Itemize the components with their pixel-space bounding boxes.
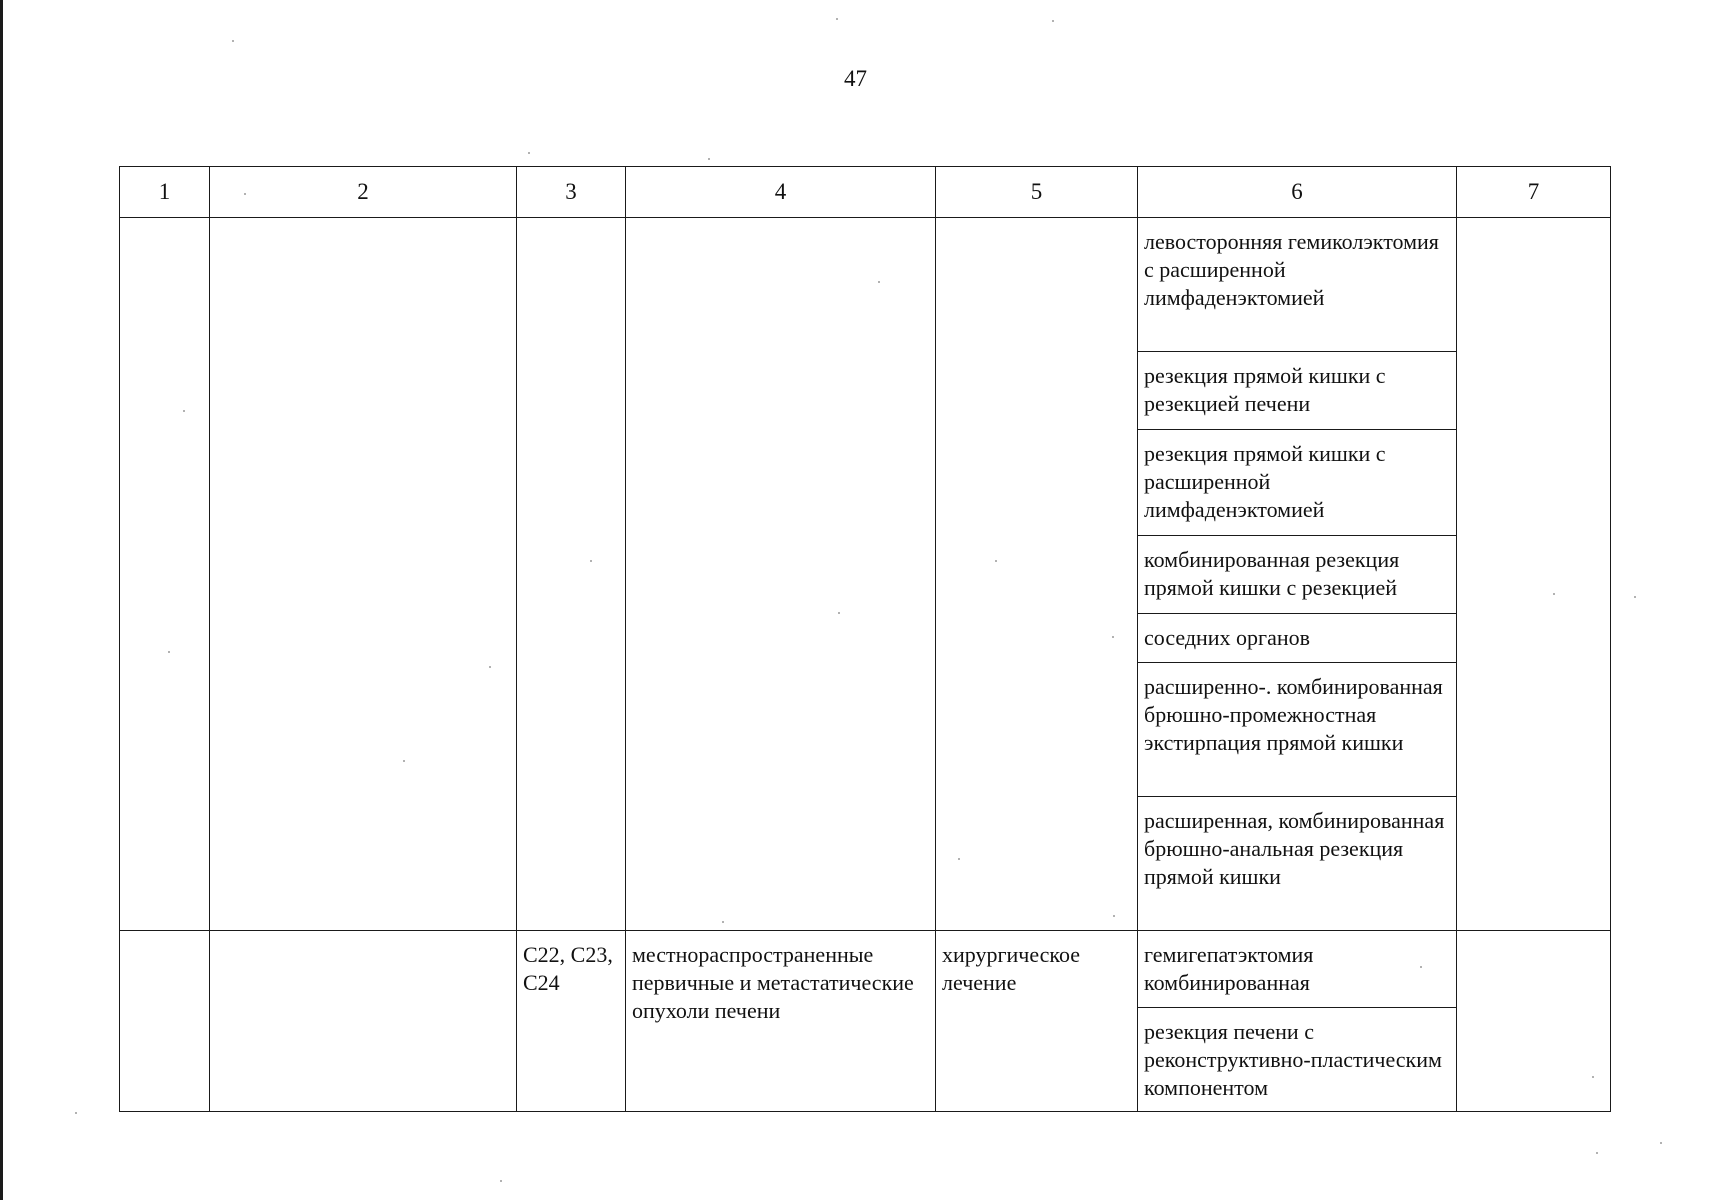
header-cell-2: 2: [210, 167, 517, 218]
cell-col2: [210, 931, 517, 1112]
procedure-cell: левосторонняя гемиколэктомия с расширенной лимфаденэктомией: [1138, 218, 1457, 352]
procedure-cell: соседних органов: [1138, 614, 1457, 663]
cell-col1: [120, 931, 210, 1112]
procedure-cell: комбинированная резекция прямой кишки с резекцией: [1138, 536, 1457, 614]
table-row: [120, 931, 1611, 1008]
procedure-cell: резекция прямой кишки с расширенной лимфаденэктомией: [1138, 430, 1457, 536]
header-cell-1: 1: [120, 167, 210, 218]
header-cell-5: 5: [936, 167, 1138, 218]
cell-col3: [517, 218, 626, 931]
treatment-type-cell: хирургическое лечение: [936, 931, 1138, 1112]
cell-col7: [1457, 218, 1611, 931]
icd-codes-cell: С22, С23, С24: [517, 931, 626, 1112]
cell-col5: [936, 218, 1138, 931]
cell-col7: [1457, 931, 1611, 1112]
header-cell-7: 7: [1457, 167, 1611, 218]
scan-edge: [0, 0, 3, 1200]
header-cell-6: 6: [1138, 167, 1457, 218]
procedure-cell: расширенная, комбинированная брюшно-анальная резекция прямой кишки: [1138, 797, 1457, 931]
page-number: 47: [844, 66, 867, 91]
procedures-table: [119, 166, 1611, 1112]
cell-col1: [120, 218, 210, 931]
procedure-cell: резекция прямой кишки с резекцией печени: [1138, 352, 1457, 430]
header-cell-3: 3: [517, 167, 626, 218]
header-cell-4: 4: [626, 167, 936, 218]
procedure-cell: гемигепатэктомия комбинированная: [1138, 931, 1457, 1008]
diagnosis-cell: местнораспространенные первичные и метастатические опухоли печени: [626, 931, 936, 1112]
procedure-cell: резекция печени с реконструктивно-пластическим компонентом: [1138, 1008, 1457, 1112]
cell-col2: [210, 218, 517, 931]
table-row: [120, 218, 1611, 352]
cell-col4: [626, 218, 936, 931]
procedure-cell: расширенно-. комбинированная брюшно-промежностная экстирпация прямой кишки: [1138, 663, 1457, 797]
table-header-row: [120, 167, 1611, 218]
